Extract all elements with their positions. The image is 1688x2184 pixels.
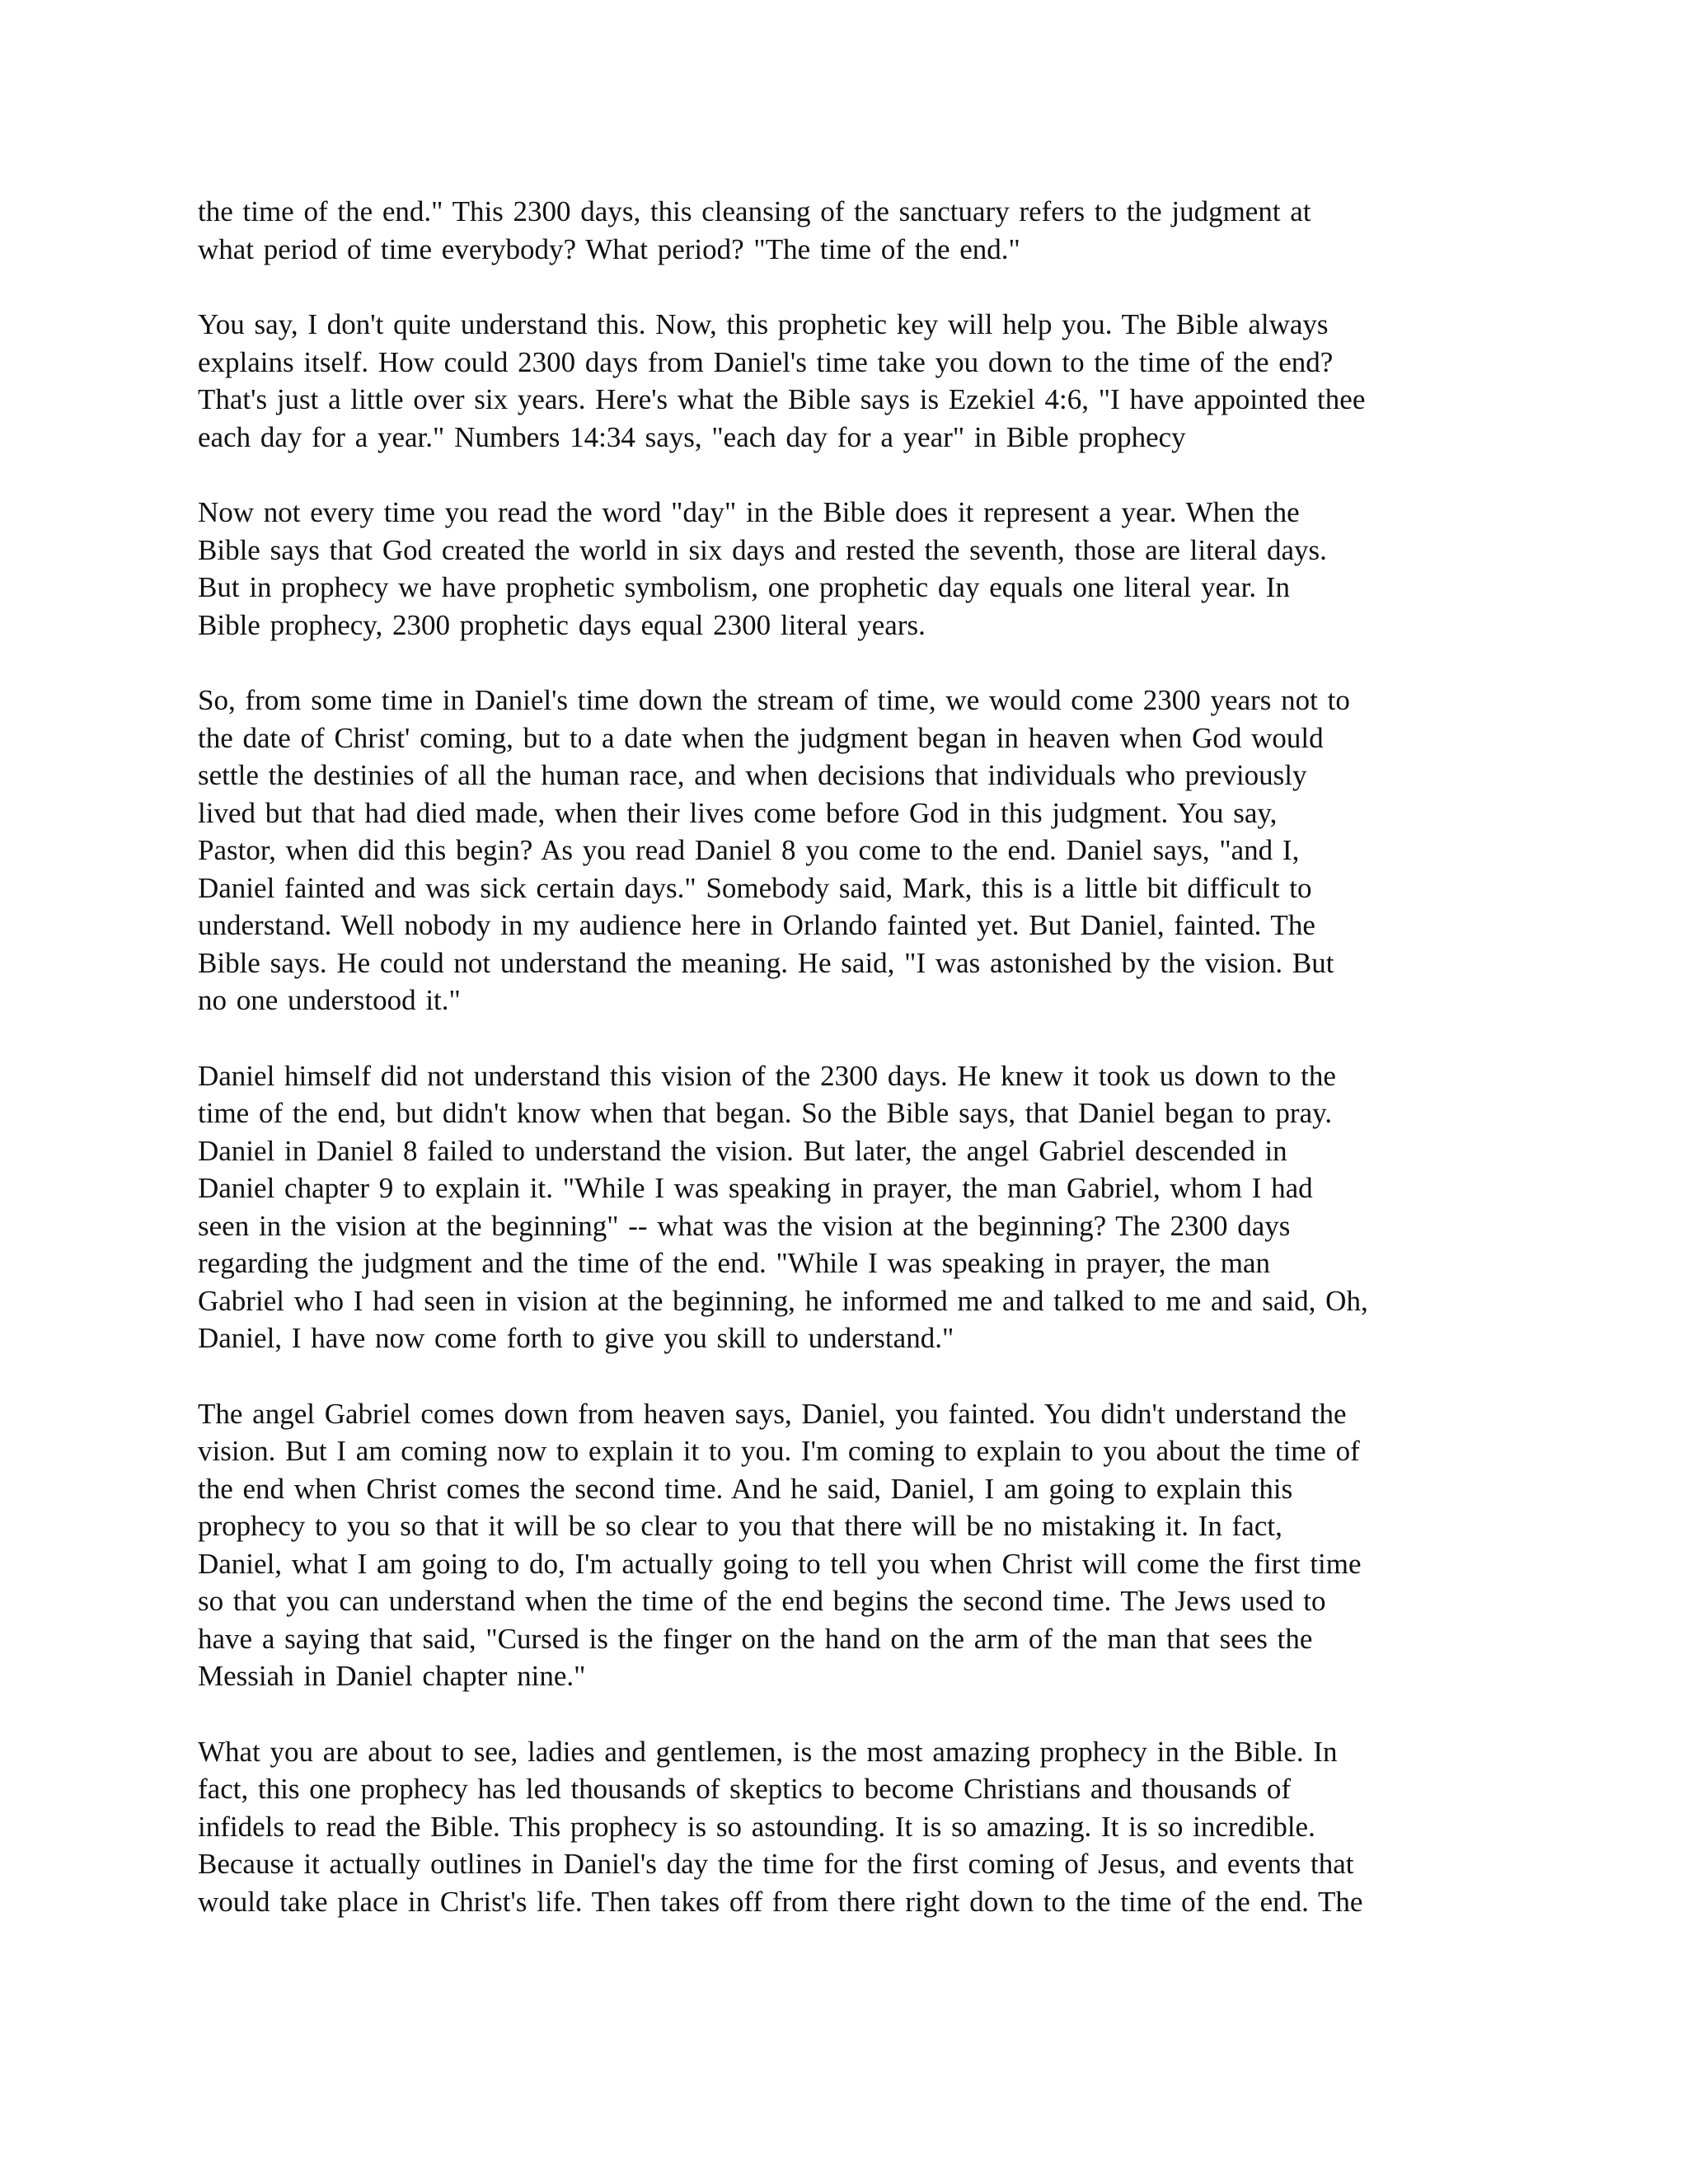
text-line: Because it actually outlines in Daniel's day the time for the first coming of Jesus, and events that [198,1848,1354,1880]
paragraph-5 [198,1057,1484,1357]
paragraph-7 [198,1733,1484,1921]
text-line: fact, this one prophecy has led thousands of skeptics to become Christians and thousands of [198,1773,1292,1805]
text-line: Daniel, what I am going to do, I'm actually going to tell you when Christ will come the first time [198,1547,1362,1580]
paragraph-6 [198,1395,1484,1695]
text-line: Now not every time you read the word "day" in the Bible does it represent a year. When the [198,496,1300,528]
text-line: seen in the vision at the beginning" -- what was the vision at the beginning? The 2300 days [198,1209,1291,1242]
text-line: the end when Christ comes the second time. And he said, Daniel, I am going to explain this [198,1472,1293,1505]
text-line: Daniel, I have now come forth to give you skill to understand." [198,1322,954,1354]
paragraph-2 [198,306,1484,456]
text-line: Bible says that God created the world in six days and rested the seventh, those are literal days. [198,533,1327,566]
text-line: the date of Christ' coming, but to a date when the judgment began in heaven when God would [198,721,1324,754]
text-line: Daniel himself did not understand this vision of the 2300 days. He knew it took us down to the [198,1059,1336,1092]
text-line: Daniel fainted and was sick certain days." Somebody said, Mark, this is a little bit difficult to [198,871,1312,904]
text-line: understand. Well nobody in my audience here in Orlando fainted yet. But Daniel, fainted. The [198,909,1315,941]
text-line: But in prophecy we have prophetic symbolism, one prophetic day equals one literal year. In [198,571,1290,603]
text-line: prophecy to you so that it will be so clear to you that there will be no mistaking it. In fact, [198,1510,1282,1542]
text-line: vision. But I am coming now to explain it to you. I'm coming to explain to you about the time of [198,1435,1360,1467]
text-line: regarding the judgment and the time of the end. "While I was speaking in prayer, the man [198,1247,1271,1279]
text-line: So, from some time in Daniel's time down the stream of time, we would come 2300 years not to [198,684,1350,716]
text-line: Bible prophecy, 2300 prophetic days equal 2300 literal years. [198,608,926,641]
document-body [198,193,1484,1958]
text-line: so that you can understand when the time of the end begins the second time. The Jews used to [198,1585,1326,1617]
text-line: Pastor, when did this begin? As you read Daniel 8 you come to the end. Daniel says, "and I, [198,834,1300,866]
text-line: settle the destinies of all the human race, and when decisions that individuals who previously [198,759,1307,791]
paragraph-3 [198,494,1484,644]
text-line: The angel Gabriel comes down from heaven says, Daniel, you fainted. You didn't understand the [198,1397,1347,1430]
text-line: infidels to read the Bible. This prophecy is so astounding. It is so amazing. It is so incredible. [198,1810,1315,1843]
text-line: no one understood it." [198,984,461,1016]
text-line: what period of time everybody? What period? "The time of the end." [198,232,1020,265]
text-line: You say, I don't quite understand this. Now, this prophetic key will help you. The Bible always [198,308,1329,340]
text-line: explains itself. How could 2300 days from Daniel's time take you down to the time of the end? [198,345,1334,378]
paragraph-4 [198,682,1484,1019]
text-line: Bible says. He could not understand the meaning. He said, "I was astonished by the vision. But [198,946,1334,979]
text-line: Daniel chapter 9 to explain it. "While I was speaking in prayer, the man Gabriel, whom I had [198,1172,1313,1204]
text-line: lived but that had died made, when their lives come before God in this judgment. You say, [198,796,1278,829]
text-line: each day for a year." Numbers 14:34 says, "each day for a year" in Bible prophecy [198,420,1186,453]
text-line: have a saying that said, "Cursed is the finger on the hand on the arm of the man that sees the [198,1622,1313,1655]
text-line: Daniel in Daniel 8 failed to understand the vision. But later, the angel Gabriel descended in [198,1134,1287,1167]
text-line: would take place in Christ's life. Then takes off from there right down to the time of the end. The [198,1885,1363,1918]
paragraph-1 [198,193,1484,268]
text-line: That's just a little over six years. Here's what the Bible says is Ezekiel 4:6, "I have appointed thee [198,383,1366,415]
text-line: time of the end, but didn't know when that began. So the Bible says, that Daniel began to pray. [198,1097,1333,1129]
text-line: Gabriel who I had seen in vision at the beginning, he informed me and talked to me and said, Oh, [198,1284,1368,1317]
text-line: Messiah in Daniel chapter nine." [198,1660,586,1692]
text-line: the time of the end." This 2300 days, this cleansing of the sanctuary refers to the judgment at [198,195,1311,227]
text-line: What you are about to see, ladies and gentlemen, is the most amazing prophecy in the Bible. In [198,1735,1338,1768]
